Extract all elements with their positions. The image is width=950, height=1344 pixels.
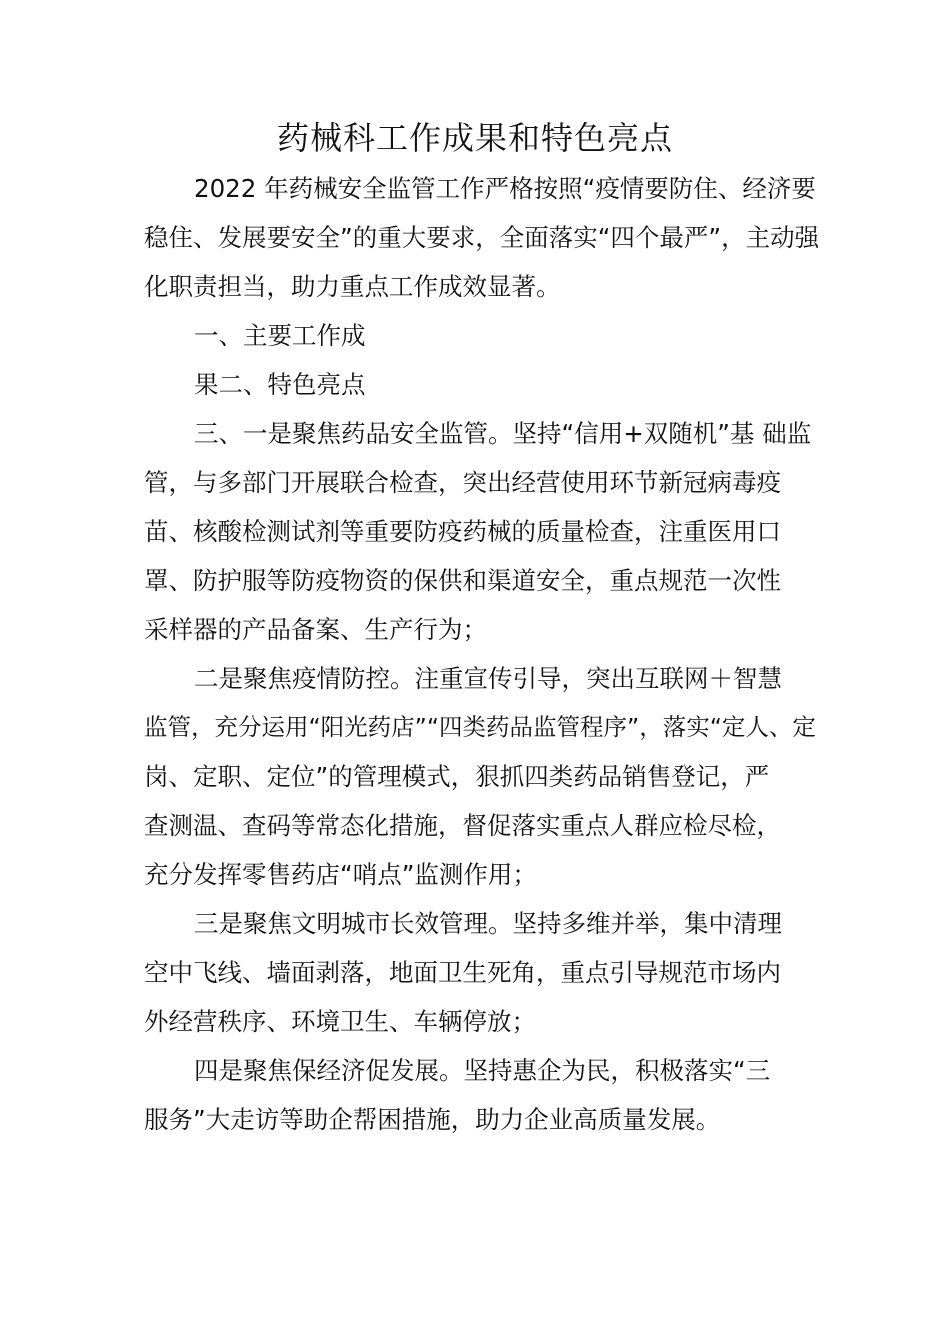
body-line: 空中飞线、墙面剥落，地面卫生死角，重点引导规范市场内 bbox=[144, 958, 781, 987]
body-line: 一、主要工作成 bbox=[194, 321, 366, 350]
body-line: 四是聚焦保经济促发展。坚持惠企为民，积极落实“三 bbox=[194, 1056, 771, 1085]
body-line: 采样器的产品备案、生产行为； bbox=[144, 615, 487, 644]
body-line: 外经营秩序、环境卫生、车辆停放； bbox=[144, 1007, 536, 1036]
body-line: 三、一是聚焦药品安全监管。坚持“信用+双随机”基 础监 bbox=[194, 419, 812, 448]
body-line: 查测温、查码等常态化措施，督促落实重点人群应检尽检， bbox=[144, 811, 781, 840]
body-line: 充分发挥零售药店“哨点”监测作用； bbox=[144, 860, 537, 889]
body-line: 服务”大走访等助企帮困措施，助力企业高质量发展。 bbox=[144, 1105, 721, 1134]
body-line: 罩、防护服等防疫物资的保供和渠道安全，重点规范一次性 bbox=[144, 566, 781, 595]
body-line: 苗、核酸检测试剂等重要防疫药械的质量检查，注重医用口 bbox=[144, 517, 781, 546]
document-body bbox=[144, 164, 824, 1144]
body-line: 果二、特色亮点 bbox=[194, 370, 366, 399]
body-line: 监管，充分运用“阳光药店”“四类药品监管程序”，落实“定人、定 bbox=[144, 713, 816, 741]
body-line: 二是聚焦疫情防控。注重宣传引导，突出互联网＋智慧 bbox=[194, 664, 782, 693]
body-line: 管，与多部门开展联合检查，突出经营使用环节新冠病毒疫 bbox=[144, 468, 781, 497]
body-line: 岗、定职、定位”的管理模式，狠抓四类药品销售登记，严 bbox=[144, 762, 770, 791]
body-line: 三是聚焦文明城市长效管理。坚持多维并举，集中清理 bbox=[194, 909, 782, 938]
body-line: 化职责担当，助力重点工作成效显著。 bbox=[144, 272, 561, 301]
body-line: 稳住、发展要安全”的重大要求，全面落实“四个最严”，主动强 bbox=[144, 223, 820, 252]
document-title: 药械科工作成果和特色亮点 bbox=[276, 119, 673, 157]
body-line: 2022 年药械安全监管工作严格按照“疫情要防住、经济要 bbox=[194, 174, 816, 203]
